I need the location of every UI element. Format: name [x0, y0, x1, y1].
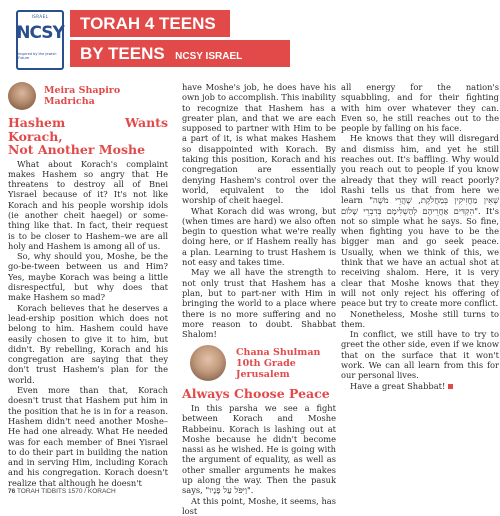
author-city: Jerusalem: [236, 368, 290, 380]
publication-name: TORAH TIDBITS 1570: [16, 488, 83, 495]
paragraph: Nonetheless, Moshe still turns to them.: [341, 308, 499, 329]
title-line-2: Not Another Moshe: [8, 142, 146, 157]
banner-by-teens: BY TEENS: [80, 44, 165, 63]
closing-line: [341, 381, 499, 391]
footer-separator: /: [84, 488, 87, 495]
logo-sub-text: Inspired by the Jewish Future: [18, 52, 57, 60]
author-block-1: [8, 82, 168, 110]
logo-top-text: ISRAEL: [31, 14, 49, 19]
banner-subtitle: [70, 40, 290, 67]
article-title-1: [8, 116, 168, 157]
page-header: [0, 0, 500, 76]
paragraph: What Korach did was wrong, but (when times are hard) we also often begin to question what we're really doing here, or if Hashem really has a plan. Learning to trust Hashem is not easy and takes time.: [182, 205, 336, 268]
section-name: KORACH: [87, 488, 116, 495]
paragraph: In conflict, we still have to try to greet the other side, even if we know that on the surface that it won't work. We can all learn from this for our personal lives.: [341, 329, 499, 381]
column-1: [8, 82, 168, 488]
paragraph: In this parsha we see a fight between Korach and Moshe Rabbeinu. Korach is lashing out at Moshe because he didn't become nassi as he wished. He is going with the argument of equality, as well as other smaller arguments he makes up along the way. Then the pasuk says, "וַיִּפֹּל עַל פָּנָיו".: [182, 402, 336, 496]
author-block-2: [190, 345, 336, 381]
paragraph: At this point, Moshe, it seems, has lost: [182, 495, 336, 516]
logo-main-text: NCSY: [16, 23, 64, 43]
page-number: 76: [8, 488, 16, 495]
paragraph: Even more than that, Korach doesn't trust that Hashem put him in the position that he is in for a reason. Hashem didn't need another Moshe–He had one already. What He needed was for each member of Bnei Yisrael to do their part in building the nation and in serving Him, including Korach and his congregation. Korach doesn't realize that although he doesn't: [8, 385, 168, 488]
author-name: Chana Shulman: [236, 346, 321, 358]
paragraph: So, why should you, Moshe, be the go-be-tween between us and Him? Yes, maybe Korach was being a little disrespectful, but why does that make Hashem so mad?: [8, 251, 168, 303]
paragraph: What about Korach's complaint makes Hashem so angry that He threatens to destroy all of Bnei Yisrael because of it? It's not like Korach and his people worship idols (ie another cheit haegel) or some-thing like that. In fact, their request is to be closer to Hashem–we are all holy and Hashem is among all of us.: [8, 158, 168, 251]
author-name: Meira Shapiro: [44, 85, 121, 96]
author-grade: 10th Grade: [236, 357, 296, 369]
paragraph: have Moshe's job, he does have his own job to accomplish. This inability to recognize that Hashem has a greater plan, and that we are each supposed to partner with Him to be a part of it, is what makes Hashem so disappointed with Korach. By taking this position, Korach and his congregation are essentially denying Hashem's control over the world, equivalent to the idol worship of cheit haegel.: [182, 82, 336, 206]
paragraph: He knows that they will disregard and dismiss him, and yet he still reaches out. It's baffling. Why would you reach out to people if you know already that they will react poorly? Rashi tells us that from here we learn "שֶׁאֵין מַחֲזִיקִין בְּמַחֲלֹקֶת, שֶׁהֲרֵי מֹשֶׁה הִקְדִּים אַחֲרֵיהֶם לְהַשְׁלִימָם בְּדִבְרֵי שָׁלוֹם". It's not so simple what he says. So fine, when fighting you have to be the bigger man and go seek peace. Usually, when we think of this, we think that we have an actual shot at receiving shalom. Here, it is very clear that Moshe knows that they will not only reject his offering of peace but try to create more conflict.: [341, 133, 499, 309]
paragraph: all energy for the nation's squabbling, and for their fighting with him over whatever they can. Even so, he still reaches out to the people by falling on his face.: [341, 82, 499, 134]
author-info: [44, 85, 120, 107]
end-mark-icon: [448, 384, 453, 389]
banner-title: TORAH 4 TEENS: [70, 10, 230, 37]
closing-text: Have a great Shabbat!: [350, 380, 446, 391]
column-2: [182, 82, 336, 516]
title-line-1: Hashem Wants Korach,: [8, 115, 168, 144]
column-3: [341, 82, 499, 391]
page-footer: [8, 488, 116, 495]
article-title-2: Always Choose Peace: [182, 386, 330, 402]
author-role: Madricha: [44, 96, 95, 107]
paragraph: Korach believes that he deserves a lead-ership position which does not belong to him. Hashem could have easily chosen to give it to him, but didn't. By rebelling, Korach and his congregation are saying that they don't trust Hashem's plan for the world.: [8, 302, 168, 385]
author-photo: [190, 345, 226, 381]
paragraph: May we all have the strength to not only trust that Hashem has a plan, but to part-ner with Him in bringing the world to a place where there is no more suffering and no more reason to doubt. Shabbat Shalom!: [182, 267, 336, 340]
ncsy-logo: [16, 10, 64, 70]
banner-org: NCSY ISRAEL: [175, 51, 243, 62]
author-info: [236, 347, 320, 380]
author-photo: [8, 82, 36, 110]
